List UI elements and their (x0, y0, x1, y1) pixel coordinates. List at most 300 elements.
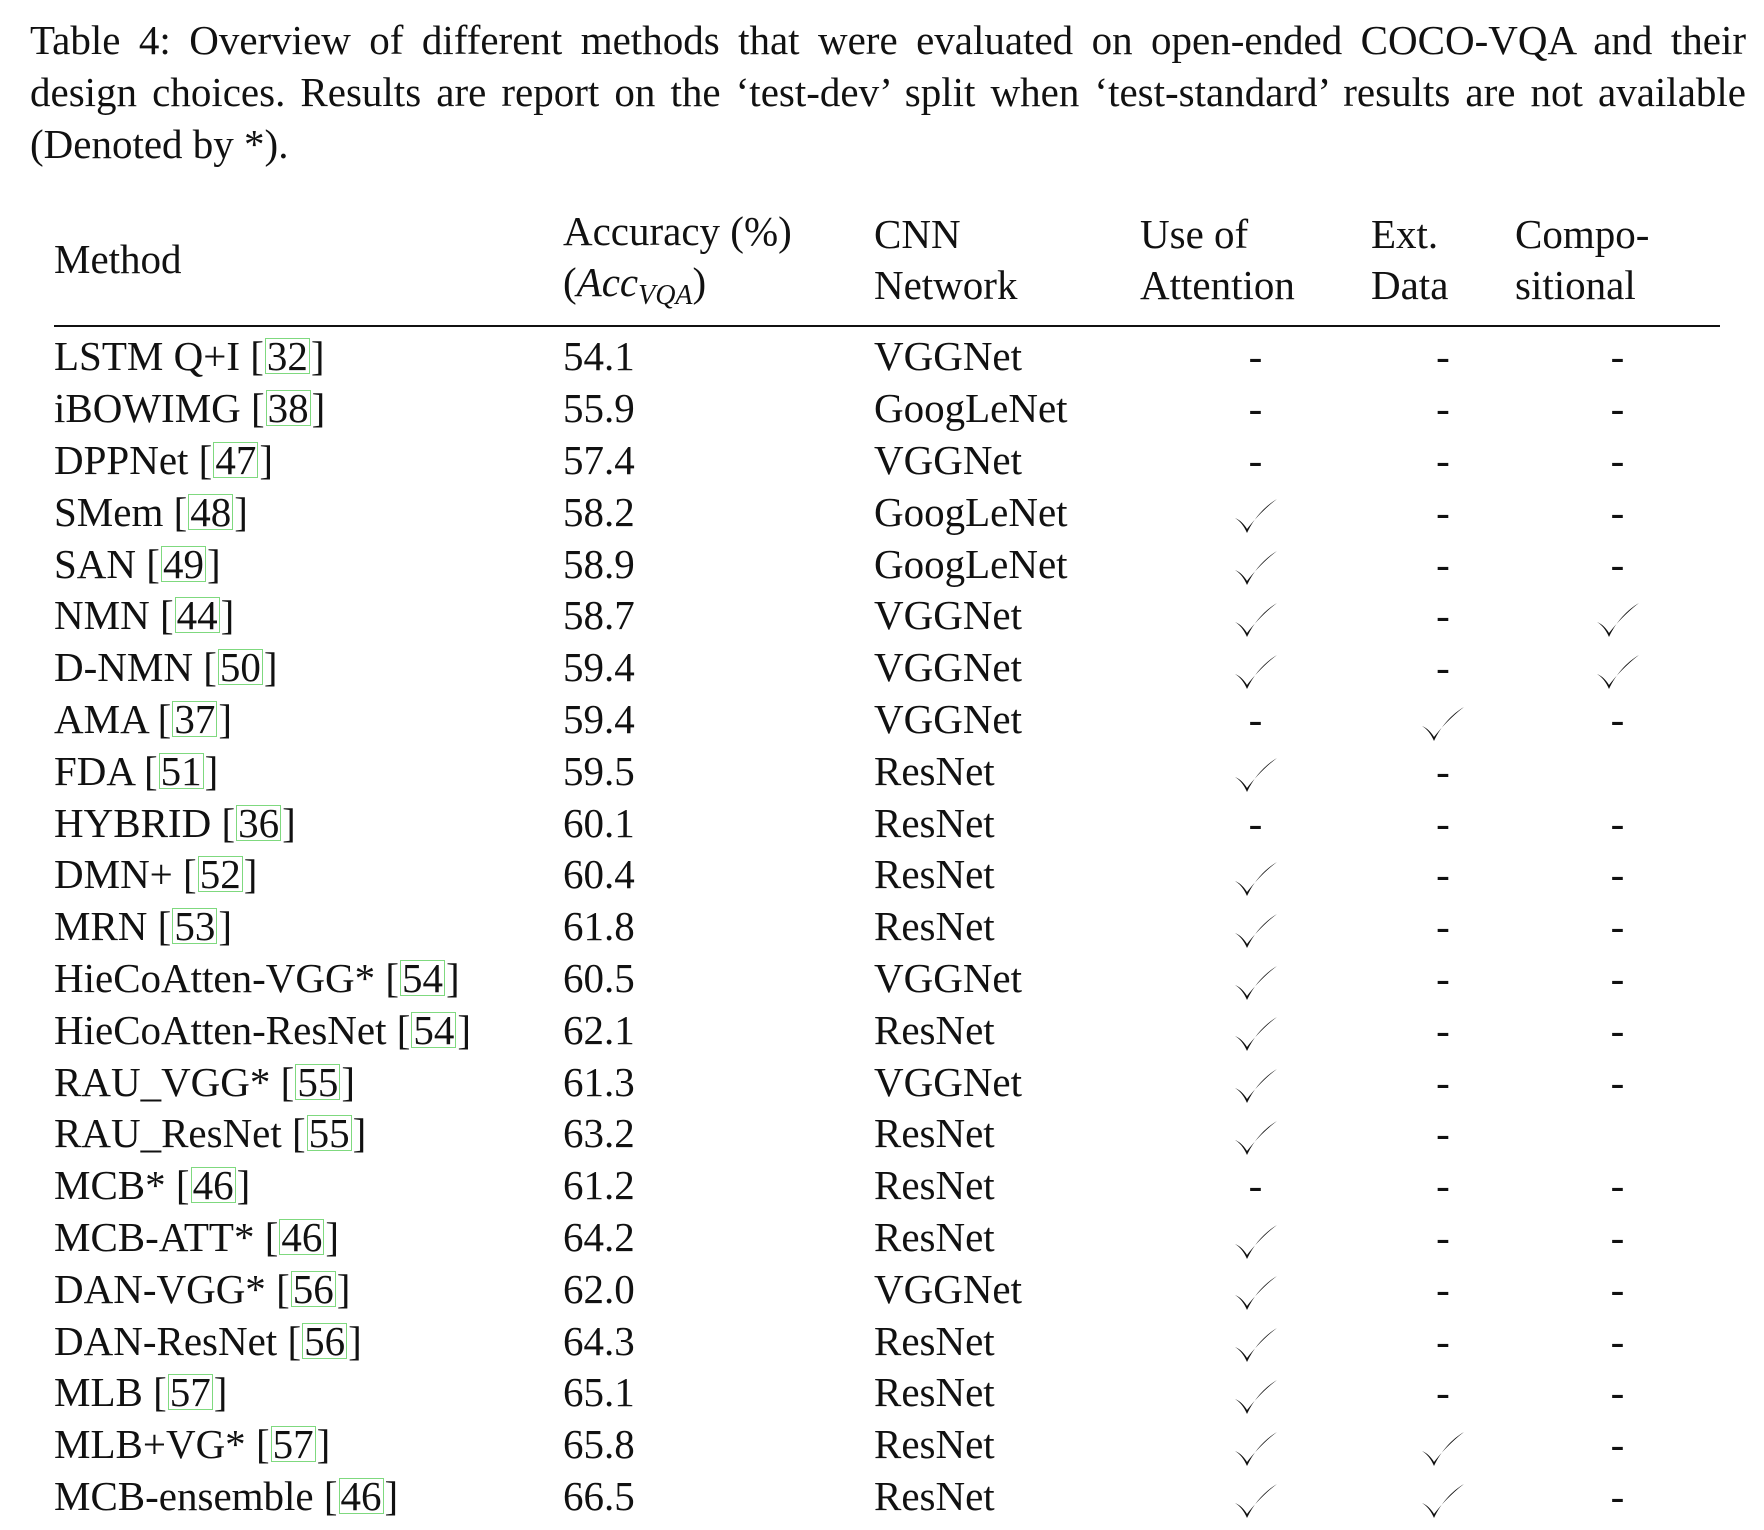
method-name: FDA (54, 747, 134, 794)
compositional-cell (1515, 642, 1720, 694)
dash-mark: - (1248, 695, 1263, 742)
dash-mark: - (1436, 1265, 1450, 1312)
accuracy-cell: 62.1 (563, 1006, 635, 1053)
attention-cell (1140, 1315, 1371, 1367)
accuracy-cell: 58.2 (563, 488, 635, 535)
compositional-cell (1515, 901, 1720, 953)
citation-link[interactable]: 55 (297, 1058, 339, 1105)
table-row (54, 901, 1720, 953)
accuracy-cell: 60.1 (563, 799, 635, 846)
header-ext-data (1371, 206, 1515, 326)
citation-link[interactable]: 56 (304, 1317, 346, 1364)
attention-cell (1140, 326, 1371, 383)
header-accuracy-line1: Accuracy (%) (563, 208, 792, 254)
citation-link[interactable]: 32 (266, 333, 308, 380)
dash-mark: - (1610, 851, 1625, 898)
dash-mark: - (1610, 1162, 1625, 1209)
method-cell: iBOWIMG [38] (54, 385, 326, 432)
dash-mark: - (1610, 903, 1625, 950)
checkmark-icon (1232, 1429, 1280, 1469)
dash-mark: - (1436, 1006, 1450, 1053)
dash-mark: - (1610, 385, 1625, 432)
cnn-cell: ResNet (874, 903, 995, 950)
method-name: D-NMN (54, 644, 193, 691)
dash-mark: - (1436, 903, 1450, 950)
cnn-cell: VGGNet (874, 436, 1023, 483)
citation-link[interactable]: 50 (219, 644, 261, 691)
dash-mark: - (1436, 1369, 1450, 1416)
method-name: HieCoAtten-ResNet (54, 1006, 387, 1053)
ext-data-cell (1371, 1056, 1515, 1108)
checkmark-icon (1232, 1377, 1280, 1417)
ext-data-cell (1371, 383, 1515, 435)
accuracy-cell: 59.5 (563, 747, 635, 794)
cnn-cell: ResNet (874, 1006, 995, 1053)
citation-link[interactable]: 53 (174, 903, 216, 950)
header-accuracy-sub: VQA (638, 280, 693, 311)
citation-link[interactable]: 57 (169, 1369, 211, 1416)
table-row (54, 326, 1720, 383)
table-row (54, 1108, 1720, 1160)
dash-mark: - (1610, 1006, 1625, 1053)
cnn-cell: GoogLeNet (874, 488, 1068, 535)
method-name: AMA (54, 695, 148, 742)
checkmark-icon (1419, 704, 1467, 744)
method-name: SMem (54, 488, 164, 535)
method-cell: MCB-ATT* [46] (54, 1213, 340, 1260)
dash-mark: - (1248, 436, 1263, 483)
header-cnn-line2: Network (874, 261, 1018, 308)
method-name: DAN-VGG* (54, 1265, 266, 1312)
header-comp-line2: sitional (1515, 261, 1636, 308)
dash-mark: - (1436, 1058, 1450, 1105)
compositional-cell (1515, 849, 1720, 901)
method-cell: MLB [57] (54, 1369, 228, 1416)
method-cell: D-NMN [50] (54, 644, 278, 691)
table-row (54, 1263, 1720, 1315)
dash-mark: - (1610, 799, 1625, 846)
ext-data-cell (1371, 486, 1515, 538)
dash-mark: - (1248, 333, 1263, 380)
compositional-cell (1515, 1160, 1720, 1212)
cnn-cell: ResNet (874, 1421, 995, 1468)
attention-cell (1140, 1263, 1371, 1315)
table-row (54, 745, 1720, 797)
table-body (54, 326, 1720, 1522)
method-cell: SAN [49] (54, 540, 221, 587)
dash-mark: - (1436, 592, 1450, 639)
method-cell: MCB* [46] (54, 1162, 251, 1209)
cnn-cell: ResNet (874, 1472, 995, 1519)
dash-mark: - (1436, 1162, 1450, 1209)
dash-mark: - (1610, 436, 1625, 483)
dash-mark: - (1436, 488, 1450, 535)
attention-cell (1140, 901, 1371, 953)
method-cell: DAN-ResNet [56] (54, 1317, 362, 1364)
ext-data-cell (1371, 694, 1515, 746)
cnn-cell: GoogLeNet (874, 540, 1068, 587)
method-cell: DPPNet [47] (54, 436, 273, 483)
dash-mark: - (1610, 695, 1625, 742)
cnn-cell: VGGNet (874, 1265, 1023, 1312)
citation-link[interactable]: 36 (238, 799, 280, 846)
citation-link[interactable]: 51 (160, 747, 202, 794)
ext-data-cell (1371, 1367, 1515, 1419)
attention-cell (1140, 953, 1371, 1005)
attention-cell (1140, 590, 1371, 642)
ext-data-cell (1371, 1471, 1515, 1523)
method-cell: MCB-ensemble [46] (54, 1472, 399, 1519)
checkmark-icon (1594, 600, 1642, 640)
dash-mark: - (1436, 436, 1450, 483)
compositional-cell (1515, 1056, 1720, 1108)
ext-data-cell (1371, 1419, 1515, 1471)
method-cell: FDA [51] (54, 747, 219, 794)
dash-mark: - (1248, 385, 1263, 432)
dash-mark: - (1436, 851, 1450, 898)
header-cnn (874, 206, 1140, 326)
method-name: MCB-ensemble (54, 1472, 314, 1519)
dash-mark: - (1436, 644, 1450, 691)
compositional-cell (1515, 797, 1720, 849)
ext-data-cell (1371, 538, 1515, 590)
accuracy-cell: 58.9 (563, 540, 635, 587)
cnn-cell: VGGNet (874, 954, 1023, 1001)
checkmark-icon (1232, 1118, 1280, 1158)
method-cell: HieCoAtten-VGG* [54] (54, 954, 460, 1001)
ext-data-cell (1371, 745, 1515, 797)
attention-cell (1140, 849, 1371, 901)
method-name: RAU_ResNet (54, 1110, 282, 1157)
method-name: SAN (54, 540, 137, 587)
header-comp-line1: Compo- (1515, 210, 1650, 257)
method-cell: RAU_ResNet [55] (54, 1110, 367, 1157)
method-name: DMN+ (54, 851, 173, 898)
compositional-cell (1515, 383, 1720, 435)
citation-link[interactable]: 56 (292, 1265, 334, 1312)
compositional-cell (1515, 486, 1720, 538)
compositional-cell (1515, 590, 1720, 642)
compositional-cell (1515, 1315, 1720, 1367)
method-name: HYBRID (54, 799, 212, 846)
attention-cell (1140, 694, 1371, 746)
cnn-cell: VGGNet (874, 592, 1023, 639)
citation-link[interactable]: 47 (215, 436, 257, 483)
dash-mark: - (1610, 1058, 1625, 1105)
attention-cell (1140, 797, 1371, 849)
table-row (54, 1004, 1720, 1056)
cnn-cell: VGGNet (874, 333, 1023, 380)
method-name: LSTM Q+I (54, 333, 240, 380)
table-row (54, 642, 1720, 694)
checkmark-icon (1232, 600, 1280, 640)
citation-link[interactable]: 55 (308, 1110, 350, 1157)
dash-mark: - (1610, 540, 1625, 587)
attention-cell (1140, 745, 1371, 797)
ext-data-cell (1371, 642, 1515, 694)
accuracy-cell: 63.2 (563, 1110, 635, 1157)
method-cell: AMA [37] (54, 695, 232, 742)
cnn-cell: ResNet (874, 799, 995, 846)
attention-cell (1140, 486, 1371, 538)
citation-link[interactable]: 38 (267, 385, 309, 432)
citation-link[interactable]: 46 (192, 1162, 234, 1209)
header-accuracy (563, 206, 874, 326)
table-row (54, 849, 1720, 901)
ext-data-cell (1371, 797, 1515, 849)
checkmark-icon (1232, 1222, 1280, 1262)
compositional-cell (1515, 435, 1720, 487)
attention-cell (1140, 435, 1371, 487)
header-accuracy-open: ( (563, 259, 577, 305)
header-ext-line2: Data (1371, 261, 1449, 308)
dash-mark: - (1436, 1213, 1450, 1260)
dash-mark: - (1436, 333, 1450, 380)
citation-link[interactable]: 48 (190, 488, 232, 535)
accuracy-cell: 61.3 (563, 1058, 635, 1105)
dash-mark: - (1610, 1213, 1625, 1260)
ext-data-cell (1371, 590, 1515, 642)
checkmark-icon (1232, 496, 1280, 536)
compositional-cell (1515, 1263, 1720, 1315)
dash-mark: - (1436, 747, 1450, 794)
method-name: MCB-ATT* (54, 1213, 255, 1260)
accuracy-cell: 55.9 (563, 385, 635, 432)
checkmark-icon (1232, 1014, 1280, 1054)
accuracy-cell: 59.4 (563, 644, 635, 691)
header-row (54, 206, 1720, 326)
accuracy-cell: 61.2 (563, 1162, 635, 1209)
attention-cell (1140, 383, 1371, 435)
cnn-cell: ResNet (874, 1369, 995, 1416)
attention-cell (1140, 1056, 1371, 1108)
methods-table (54, 206, 1720, 1522)
attention-cell (1140, 1004, 1371, 1056)
citation-link[interactable]: 54 (413, 1006, 455, 1053)
citation-link[interactable]: 57 (272, 1421, 314, 1468)
cnn-cell: ResNet (874, 1317, 995, 1364)
table-row (54, 1419, 1720, 1471)
accuracy-cell: 62.0 (563, 1265, 635, 1312)
attention-cell (1140, 1471, 1371, 1523)
accuracy-cell: 64.3 (563, 1317, 635, 1364)
table-row (54, 1212, 1720, 1264)
method-cell: SMem [48] (54, 488, 248, 535)
table-row (54, 435, 1720, 487)
compositional-cell (1515, 538, 1720, 590)
accuracy-cell: 65.1 (563, 1369, 635, 1416)
table-caption: Table 4: Overview of different methods that were evaluated on open-ended COCO-VQA and their design choices. Results are report on the ‘test-dev’ split when ‘test-standard’ results are not available (Denoted by *). (30, 17, 1746, 167)
method-cell: DMN+ [52] (54, 851, 258, 898)
dash-mark: - (1436, 1317, 1450, 1364)
ext-data-cell (1371, 435, 1515, 487)
dash-mark: - (1610, 1421, 1625, 1468)
accuracy-cell: 54.1 (563, 333, 635, 380)
dash-mark: - (1436, 385, 1450, 432)
dash-mark: - (1248, 1162, 1263, 1209)
compositional-cell (1515, 1108, 1720, 1160)
table-row (54, 694, 1720, 746)
header-method (54, 206, 563, 326)
checkmark-icon (1232, 755, 1280, 795)
citation-link[interactable]: 44 (176, 592, 218, 639)
header-accuracy-acc: Acc (576, 259, 639, 305)
dash-mark: - (1436, 799, 1450, 846)
accuracy-cell: 64.2 (563, 1213, 635, 1260)
checkmark-icon (1232, 1066, 1280, 1106)
table-row (54, 1160, 1720, 1212)
citation-link[interactable]: 49 (162, 540, 204, 587)
checkmark-icon (1232, 859, 1280, 899)
table-row (54, 797, 1720, 849)
method-cell: LSTM Q+I [32] (54, 333, 325, 380)
header-method-label: Method (54, 236, 182, 282)
cnn-cell: VGGNet (874, 1058, 1023, 1105)
ext-data-cell (1371, 849, 1515, 901)
table-row (54, 538, 1720, 590)
ext-data-cell (1371, 1004, 1515, 1056)
ext-data-cell (1371, 953, 1515, 1005)
method-cell: MRN [53] (54, 903, 232, 950)
method-cell: MLB+VG* [57] (54, 1421, 331, 1468)
citation-link[interactable]: 52 (199, 851, 241, 898)
table-row (54, 590, 1720, 642)
attention-cell (1140, 1108, 1371, 1160)
checkmark-icon (1232, 1273, 1280, 1313)
dash-mark: - (1436, 1110, 1450, 1157)
method-name: MCB* (54, 1162, 166, 1209)
attention-cell (1140, 1160, 1371, 1212)
dash-mark: - (1610, 333, 1625, 380)
dash-mark: - (1610, 1317, 1625, 1364)
table-row (54, 486, 1720, 538)
table-row (54, 953, 1720, 1005)
compositional-cell (1515, 1471, 1720, 1523)
header-compositional (1515, 206, 1720, 326)
dash-mark: - (1610, 954, 1625, 1001)
ext-data-cell (1371, 1212, 1515, 1264)
citation-link[interactable]: 46 (281, 1213, 323, 1260)
dash-mark: - (1248, 799, 1263, 846)
cnn-cell: VGGNet (874, 644, 1023, 691)
checkmark-icon (1232, 911, 1280, 951)
method-name: MLB+VG* (54, 1421, 246, 1468)
header-accuracy-close: ) (692, 259, 707, 305)
methods-table-container (54, 206, 1720, 1522)
compositional-cell (1515, 953, 1720, 1005)
cnn-cell: GoogLeNet (874, 385, 1068, 432)
compositional-cell (1515, 326, 1720, 383)
header-cnn-line1: CNN (874, 210, 961, 257)
accuracy-cell: 58.7 (563, 592, 635, 639)
attention-cell (1140, 1212, 1371, 1264)
header-attention (1140, 206, 1371, 326)
method-name: DPPNet (54, 436, 189, 483)
ext-data-cell (1371, 1160, 1515, 1212)
accuracy-cell: 61.8 (563, 903, 635, 950)
compositional-cell (1515, 694, 1720, 746)
table-row (54, 1315, 1720, 1367)
accuracy-cell: 60.5 (563, 954, 635, 1001)
compositional-cell (1515, 1367, 1720, 1419)
accuracy-cell: 59.4 (563, 695, 635, 742)
cnn-cell: ResNet (874, 1213, 995, 1260)
checkmark-icon (1419, 1429, 1467, 1469)
accuracy-cell: 60.4 (563, 851, 635, 898)
table-header (54, 206, 1720, 326)
method-name: DAN-ResNet (54, 1317, 278, 1364)
ext-data-cell (1371, 326, 1515, 383)
method-name: HieCoAtten-VGG* (54, 954, 376, 1001)
cnn-cell: ResNet (874, 1110, 995, 1157)
method-cell: NMN [44] (54, 592, 235, 639)
compositional-cell (1515, 1419, 1720, 1471)
dash-mark: - (1610, 488, 1625, 535)
attention-cell (1140, 642, 1371, 694)
accuracy-cell: 66.5 (563, 1472, 635, 1519)
table-row (54, 1367, 1720, 1419)
cnn-cell: VGGNet (874, 695, 1023, 742)
checkmark-icon (1232, 548, 1280, 588)
citation-link[interactable]: 54 (402, 954, 444, 1001)
method-cell: HYBRID [36] (54, 799, 296, 846)
checkmark-icon (1232, 652, 1280, 692)
dash-mark: - (1436, 540, 1450, 587)
method-name: NMN (54, 592, 150, 639)
accuracy-cell: 65.8 (563, 1421, 635, 1468)
cnn-cell: ResNet (874, 1162, 995, 1209)
table-row (54, 383, 1720, 435)
dash-mark: - (1436, 954, 1450, 1001)
ext-data-cell (1371, 1108, 1515, 1160)
ext-data-cell (1371, 1315, 1515, 1367)
compositional-cell (1515, 745, 1720, 797)
dash-mark: - (1610, 1472, 1625, 1519)
table-row (54, 1471, 1720, 1523)
table-row (54, 1056, 1720, 1108)
citation-link[interactable]: 37 (174, 695, 216, 742)
ext-data-cell (1371, 1263, 1515, 1315)
checkmark-icon (1419, 1481, 1467, 1521)
method-name: MLB (54, 1369, 143, 1416)
dash-mark: - (1610, 1265, 1625, 1312)
accuracy-cell: 57.4 (563, 436, 635, 483)
method-name: iBOWIMG (54, 385, 241, 432)
checkmark-icon (1232, 1325, 1280, 1365)
attention-cell (1140, 538, 1371, 590)
header-attention-line1: Use of (1140, 210, 1249, 257)
method-name: MRN (54, 903, 148, 950)
cnn-cell: ResNet (874, 747, 995, 794)
compositional-cell (1515, 1004, 1720, 1056)
cnn-cell: ResNet (874, 851, 995, 898)
method-cell: RAU_VGG* [55] (54, 1058, 355, 1105)
header-ext-line1: Ext. (1371, 210, 1439, 257)
ext-data-cell (1371, 901, 1515, 953)
method-cell: DAN-VGG* [56] (54, 1265, 351, 1312)
attention-cell (1140, 1419, 1371, 1471)
dash-mark: - (1610, 1369, 1625, 1416)
header-attention-line2: Attention (1140, 261, 1295, 308)
method-name: RAU_VGG* (54, 1058, 271, 1105)
checkmark-icon (1594, 652, 1642, 692)
checkmark-icon (1232, 1481, 1280, 1521)
compositional-cell (1515, 1212, 1720, 1264)
attention-cell (1140, 1367, 1371, 1419)
citation-link[interactable]: 46 (340, 1472, 382, 1519)
method-cell: HieCoAtten-ResNet [54] (54, 1006, 472, 1053)
checkmark-icon (1232, 963, 1280, 1003)
